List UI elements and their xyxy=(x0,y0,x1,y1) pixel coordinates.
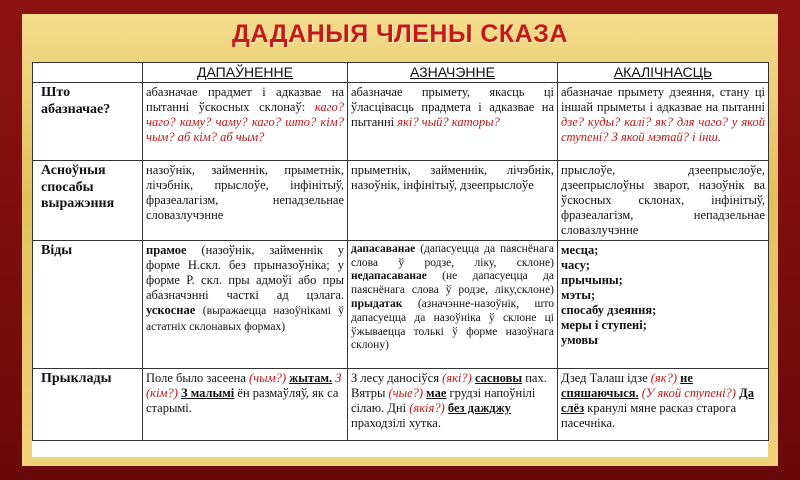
question-words: каго? чаго? каму? чаму? каго? што? кім? чым? аб кім? аб чым? xyxy=(146,99,344,144)
cell-ways-akal: прыслоўе, дзеепрыслоўе, дзеепрыслоўны зварот, назоўнік ва ўскосных склонах, інфінітыў, фразеалагізм, непадзельнае словазлучэнне xyxy=(558,160,769,240)
example-text: кранулі мяне расказ старога пасечніка. xyxy=(561,400,737,430)
cell-ways-azn: прыметнік, займеннік, лічэбнік, назоўнік, інфінітыў, дзеепрыслоўе xyxy=(348,160,558,240)
example-question: (У якой ступені?) xyxy=(641,385,736,400)
kind-desc: (назоўнік, займеннік у форме Н.скл. без прыназоўніка; у форме Р. скл. пры адмоўі або пры абазначэнні часткі ад цэлага. xyxy=(146,242,345,302)
grammar-table xyxy=(32,62,768,457)
example-text: пах. Вятры xyxy=(351,370,547,400)
kind-name: недапасаванае xyxy=(351,270,427,283)
question-words: дзе? куды? калі? як? для чаго? у якой ступені? З якой мэтай? і інш. xyxy=(561,114,765,144)
example-member: не спяшаючыся. xyxy=(561,370,693,400)
example-member: мае xyxy=(426,385,447,400)
list-item: часу; xyxy=(561,257,590,272)
cell-what-dop xyxy=(143,82,348,160)
table-row xyxy=(33,82,769,160)
list-item: умовы xyxy=(561,332,598,347)
list-item: прычыны; xyxy=(561,272,623,287)
list-item: спосабу дзеяння; xyxy=(561,302,657,317)
cell-kinds-azn xyxy=(348,240,558,368)
row-label-examples: Прыклады xyxy=(33,368,143,440)
example-question: (чым?) xyxy=(249,370,287,385)
header-aznachenne: АЗНАЧЭННЕ xyxy=(348,63,558,83)
example-question: (якія?) xyxy=(409,400,445,415)
kind-desc: (дапасуецца да паяснёнага слова ў родзе, ліку, склоне) xyxy=(351,242,554,269)
page-title: ДАДАНЫЯ ЧЛЕНЫ СКАЗА xyxy=(232,20,568,48)
example-member: Да слёз xyxy=(561,385,754,415)
cell-what-akal xyxy=(558,82,769,160)
table-row xyxy=(33,240,769,368)
cell-text: абазначае прымету, якасць ці ўласцівасць прадмета і адказвае на пытанні xyxy=(351,84,554,129)
cell-kinds-dop xyxy=(143,240,348,368)
example-member: З малымі xyxy=(181,385,235,400)
example-member: жытам. xyxy=(289,370,333,385)
header-empty xyxy=(33,63,143,83)
row-label-ways: Асноўныя спосабы выражэння xyxy=(33,160,143,240)
question-words: які? чый? каторы? xyxy=(397,114,500,129)
kind-name: прамое xyxy=(146,242,187,257)
list-item: месца; xyxy=(561,242,599,257)
table-header-row xyxy=(33,63,769,83)
row-label-kinds: Віды xyxy=(33,240,143,368)
list-item: мэты; xyxy=(561,287,596,302)
cell-text: абазначае прадмет і адказвае на пытанні ўскосных склонаў: xyxy=(146,84,344,114)
table-row xyxy=(33,160,769,240)
table-row xyxy=(33,368,769,440)
kind-name: ускоснае xyxy=(146,302,196,317)
kind-desc: (азначэнне-назоўнік, што дапасуецца да назоўніка ў склоне ці ўжываецца толькі ў форме назоўнага склону) xyxy=(351,297,555,352)
example-question: З (кім?) xyxy=(146,370,342,400)
kind-desc: (не дапасуецца да паяснёнага слова ў родзе, ліку,склоне) xyxy=(351,270,554,297)
cell-text: абазначае прымету дзеяння, стану ці іншай прыметы і адказвае на пытанні xyxy=(561,84,765,114)
example-text: З лесу даносіўся xyxy=(351,370,439,385)
example-question: (які?) xyxy=(442,370,472,385)
list-item: меры і ступені; xyxy=(561,317,647,332)
kind-desc: (выражаецца назоўнікамі ў астатніх склонавых формах) xyxy=(146,304,345,333)
kind-name: дапасаванае xyxy=(351,242,416,255)
header-akalichnasc: АКАЛІЧНАСЦЬ xyxy=(558,63,769,83)
example-text: ён размаўляў, як са старымі. xyxy=(146,385,339,415)
example-text: грудзі напоўнілі сілаю. Дні xyxy=(351,385,536,415)
kind-name: прыдатак xyxy=(351,297,403,310)
header-dapaunenne: ДАПАЎНЕННЕ xyxy=(143,63,348,83)
cell-examples-azn xyxy=(348,368,558,440)
example-text: Дзед Талаш ідзе xyxy=(561,370,648,385)
example-question: (чые?) xyxy=(388,385,424,400)
cell-examples-dop xyxy=(143,368,348,440)
cell-what-azn xyxy=(348,82,558,160)
example-text: праходзілі хутка. xyxy=(351,415,441,430)
example-member: без дажджу xyxy=(447,400,511,415)
row-label-what: Што абазначае? xyxy=(33,82,143,160)
cell-ways-dop: назоўнік, займеннік, прыметнік, лічэбнік, прыслоўе, інфінітыў, фразеалагізм, непадзельнае словазлучэнне xyxy=(143,160,348,240)
cell-kinds-akal xyxy=(558,240,769,368)
example-member: сасновы xyxy=(474,370,523,385)
example-text: Поле было засеена xyxy=(146,370,246,385)
example-question: (як?) xyxy=(650,370,677,385)
cell-examples-akal xyxy=(558,368,769,440)
